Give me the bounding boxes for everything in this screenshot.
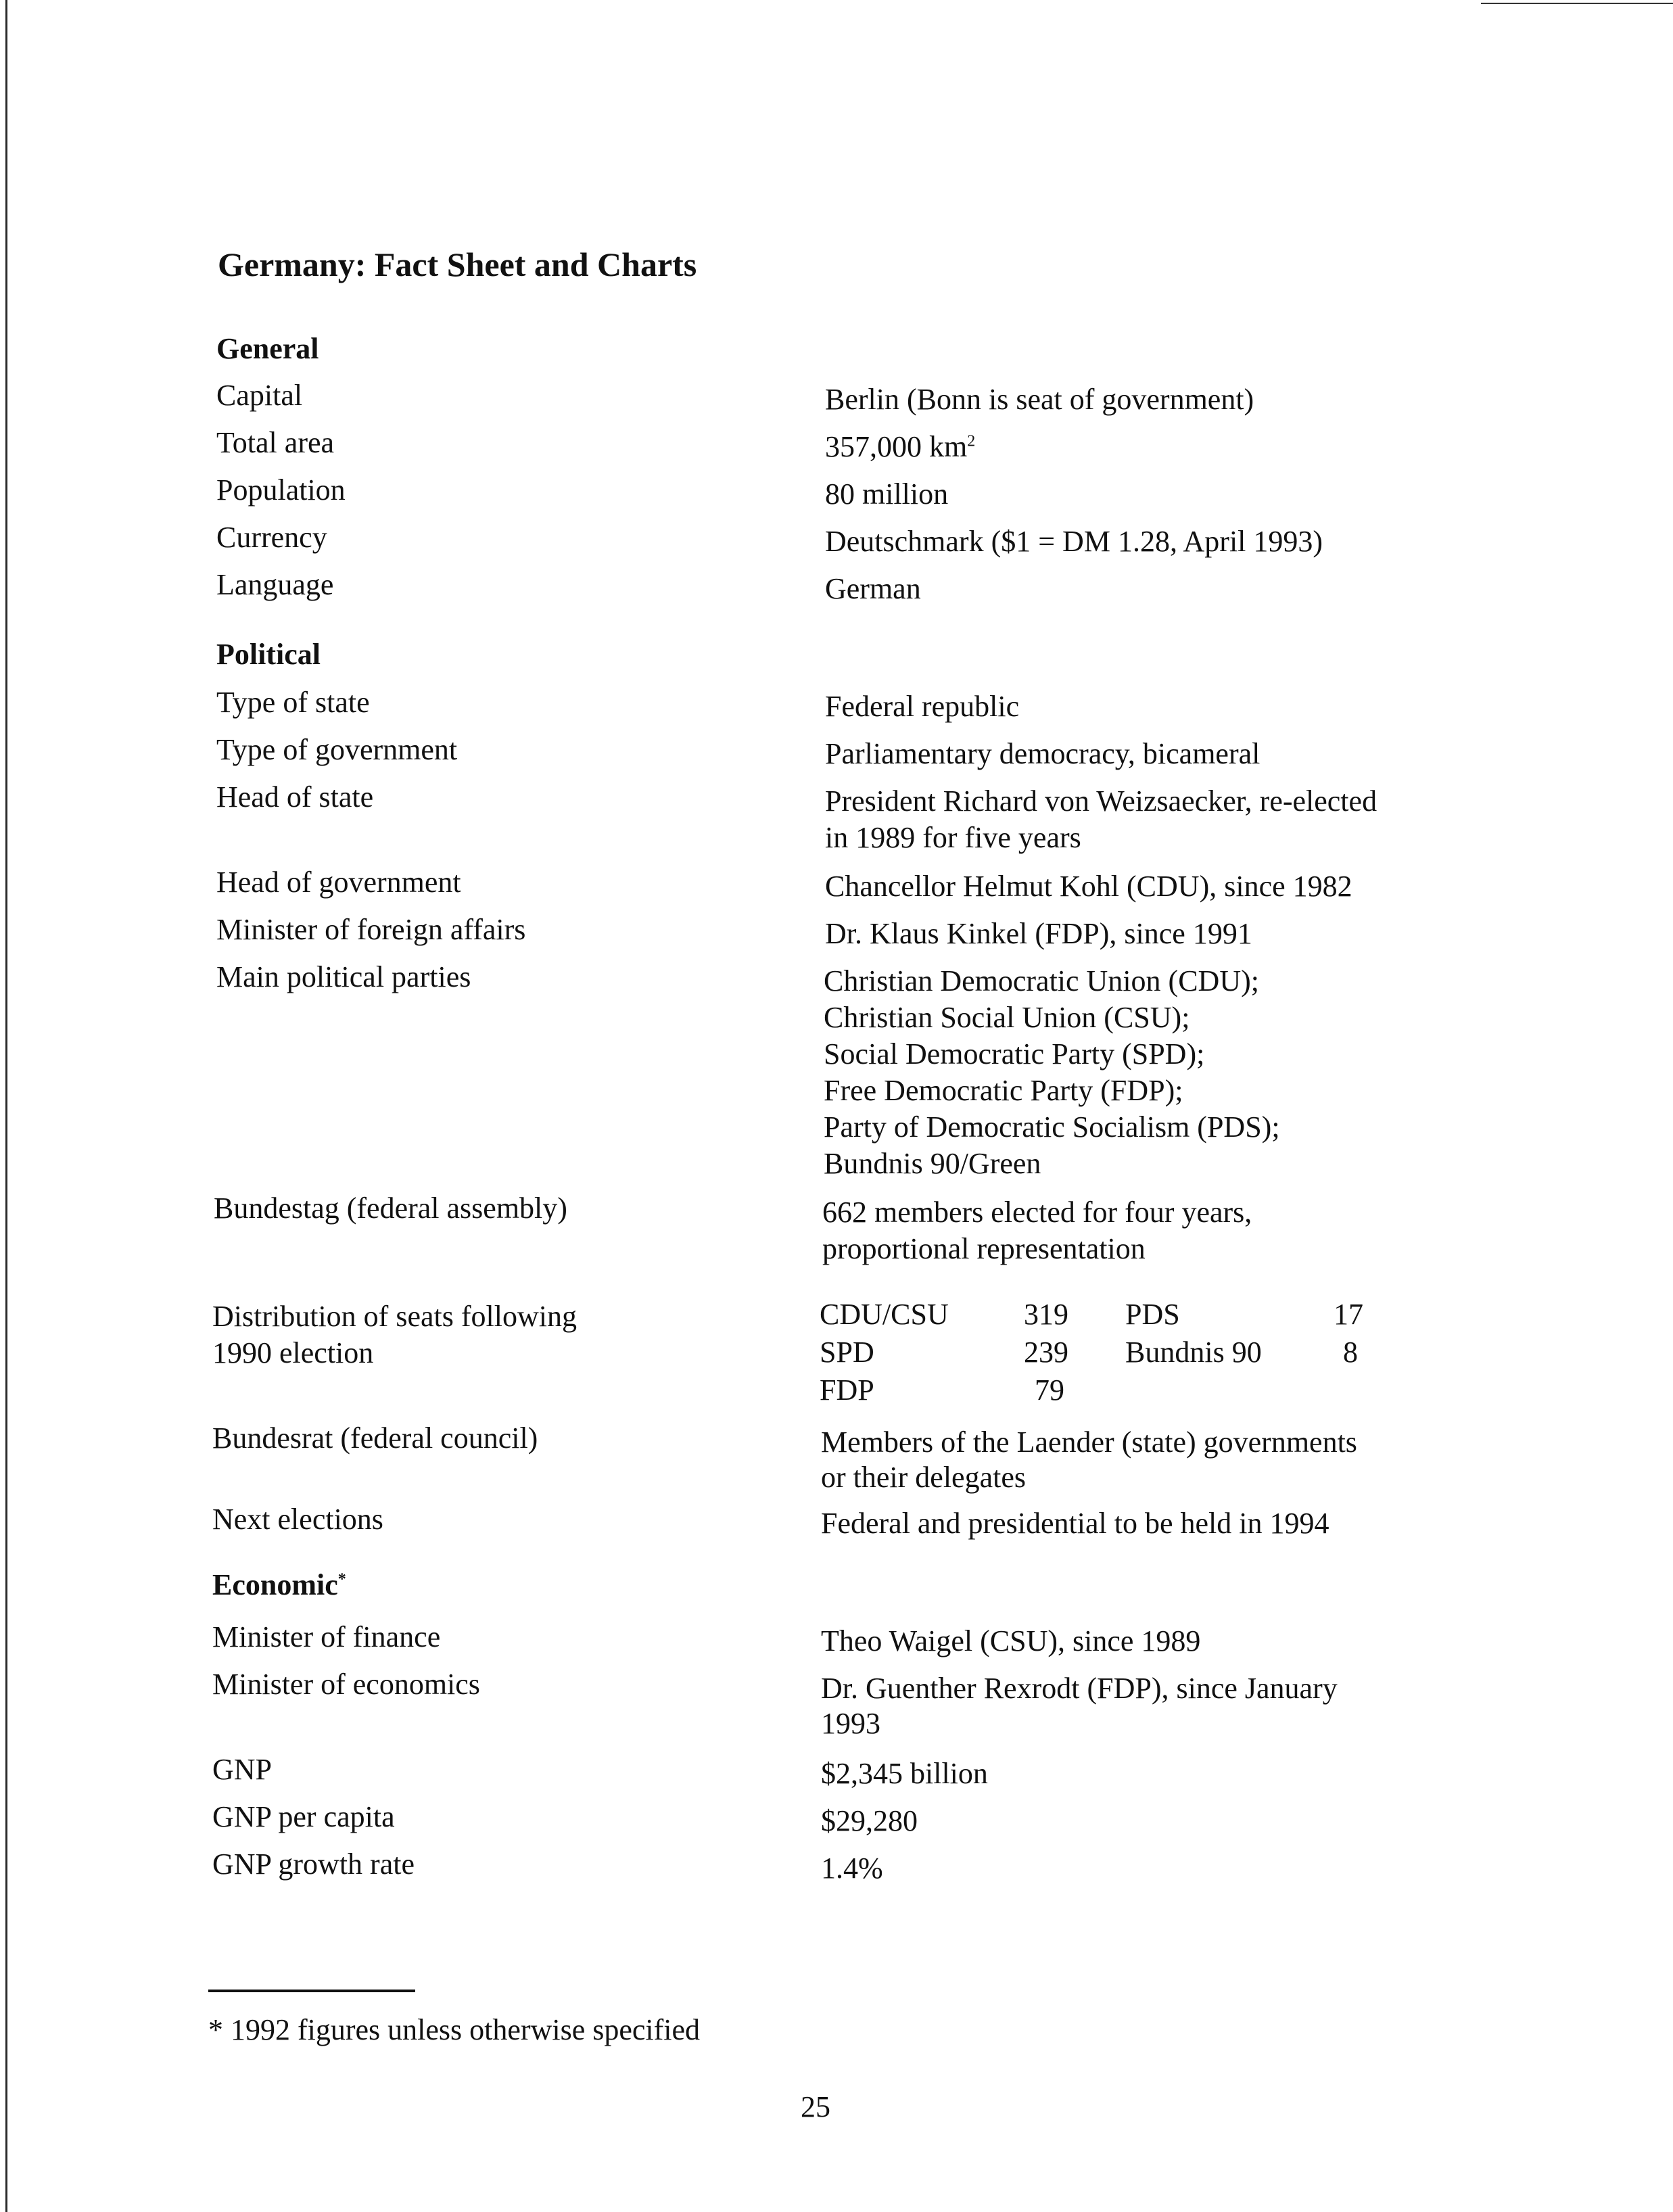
value-bundestag-line2: proportional representation — [822, 1232, 1146, 1265]
value-foreign-minister: Dr. Klaus Kinkel (FDP), since 1991 — [825, 917, 1252, 950]
label-type-of-state: Type of state — [216, 686, 370, 719]
value-gnp: $2,345 billion — [821, 1757, 988, 1790]
value-population: 80 million — [825, 477, 949, 511]
label-seat-distribution-line2: 1990 election — [212, 1336, 374, 1369]
label-head-of-government: Head of government — [216, 866, 461, 899]
label-head-of-state: Head of state — [216, 780, 374, 814]
seat-distribution-table — [820, 1297, 1381, 1412]
seat-count-fdp: 79 — [1035, 1373, 1064, 1407]
value-economics-minister-line1: Dr. Guenther Rexrodt (FDP), since January — [821, 1672, 1338, 1705]
value-currency: Deutschmark ($1 = DM 1.28, April 1993) — [825, 525, 1323, 558]
label-gnp: GNP — [212, 1753, 273, 1786]
page-top-edge — [1481, 3, 1673, 4]
page-number: 25 — [801, 2090, 830, 2123]
footnote-rule — [208, 1990, 415, 1992]
label-main-parties: Main political parties — [216, 960, 471, 993]
value-party-6: Bundnis 90/Green — [824, 1147, 1041, 1180]
value-total-area: 357,000 $km^2$ — [825, 430, 976, 463]
label-bundesrat: Bundesrat (federal council) — [212, 1421, 538, 1455]
value-finance-minister: Theo Waigel (CSU), since 1989 — [821, 1624, 1201, 1657]
label-bundestag: Bundestag (federal assembly) — [214, 1192, 567, 1225]
label-finance-minister: Minister of finance — [212, 1620, 441, 1653]
label-capital: Capital — [216, 379, 303, 412]
value-bundesrat-line1: Members of the Laender (state) governments — [821, 1426, 1357, 1459]
value-party-5: Party of Democratic Socialism (PDS); — [824, 1110, 1280, 1144]
value-head-of-government: Chancellor Helmut Kohl (CDU), since 1982 — [825, 870, 1352, 903]
value-type-of-government: Parliamentary democracy, bicameral — [825, 737, 1260, 770]
section-heading-economic: Economic* — [212, 1568, 346, 1601]
label-language: Language — [216, 568, 334, 601]
value-bundestag-line1: 662 members elected for four years, — [822, 1196, 1252, 1229]
section-heading-general: General — [216, 332, 319, 365]
label-total-area: Total area — [216, 426, 335, 459]
label-foreign-minister: Minister of foreign affairs — [216, 913, 526, 946]
value-bundesrat-line2: or their delegates — [821, 1461, 1026, 1494]
seat-count-pds: 17 — [1334, 1298, 1363, 1331]
value-capital: Berlin (Bonn is seat of government) — [825, 383, 1254, 416]
page-title: Germany: Fact Sheet and Charts — [218, 245, 697, 283]
footnote-text: * 1992 figures unless otherwise specified — [208, 2013, 701, 2046]
seat-party-bundnis-90: Bundnis 90 — [1125, 1336, 1262, 1369]
value-gnp-growth-rate: 1.4% — [821, 1852, 883, 1885]
value-economics-minister-line2: 1993 — [821, 1707, 880, 1740]
seat-count-bundnis-90: 8 — [1343, 1336, 1358, 1369]
seat-party-cdu-csu: CDU/CSU — [820, 1298, 949, 1331]
seat-party-pds: PDS — [1125, 1298, 1180, 1331]
value-party-1: Christian Democratic Union (CDU); — [824, 964, 1259, 997]
label-next-elections: Next elections — [212, 1503, 383, 1536]
value-head-of-state-line2: in 1989 for five years — [825, 821, 1081, 854]
label-gnp-growth-rate: GNP growth rate — [212, 1848, 415, 1881]
value-party-3: Social Democratic Party (SPD); — [824, 1037, 1205, 1070]
value-type-of-state: Federal republic — [825, 690, 1020, 723]
label-economics-minister: Minister of economics — [212, 1668, 480, 1701]
footnote-marker: * — [337, 1570, 346, 1589]
value-head-of-state-line1: President Richard von Weizsaecker, re-elected — [825, 784, 1377, 818]
label-type-of-government: Type of government — [216, 733, 458, 766]
seat-count-cdu-csu: 319 — [1024, 1298, 1068, 1331]
value-gnp-per-capita: $29,280 — [821, 1804, 918, 1837]
unit-superscript: 2 — [967, 432, 976, 450]
value-party-4: Free Democratic Party (FDP); — [824, 1074, 1183, 1107]
label-gnp-per-capita: GNP per capita — [212, 1800, 395, 1833]
page-left-edge — [5, 0, 7, 2212]
value-next-elections: Federal and presidential to be held in 1994 — [821, 1507, 1329, 1540]
seat-count-spd: 239 — [1024, 1336, 1068, 1369]
value-language: German — [825, 572, 921, 605]
label-population: Population — [216, 473, 346, 507]
label-seat-distribution-line1: Distribution of seats following — [212, 1300, 577, 1333]
seat-party-fdp: FDP — [820, 1373, 874, 1407]
value-party-2: Christian Social Union (CSU); — [824, 1001, 1190, 1034]
seat-party-spd: SPD — [820, 1336, 874, 1369]
label-currency: Currency — [216, 521, 327, 554]
section-heading-political: Political — [216, 638, 321, 671]
